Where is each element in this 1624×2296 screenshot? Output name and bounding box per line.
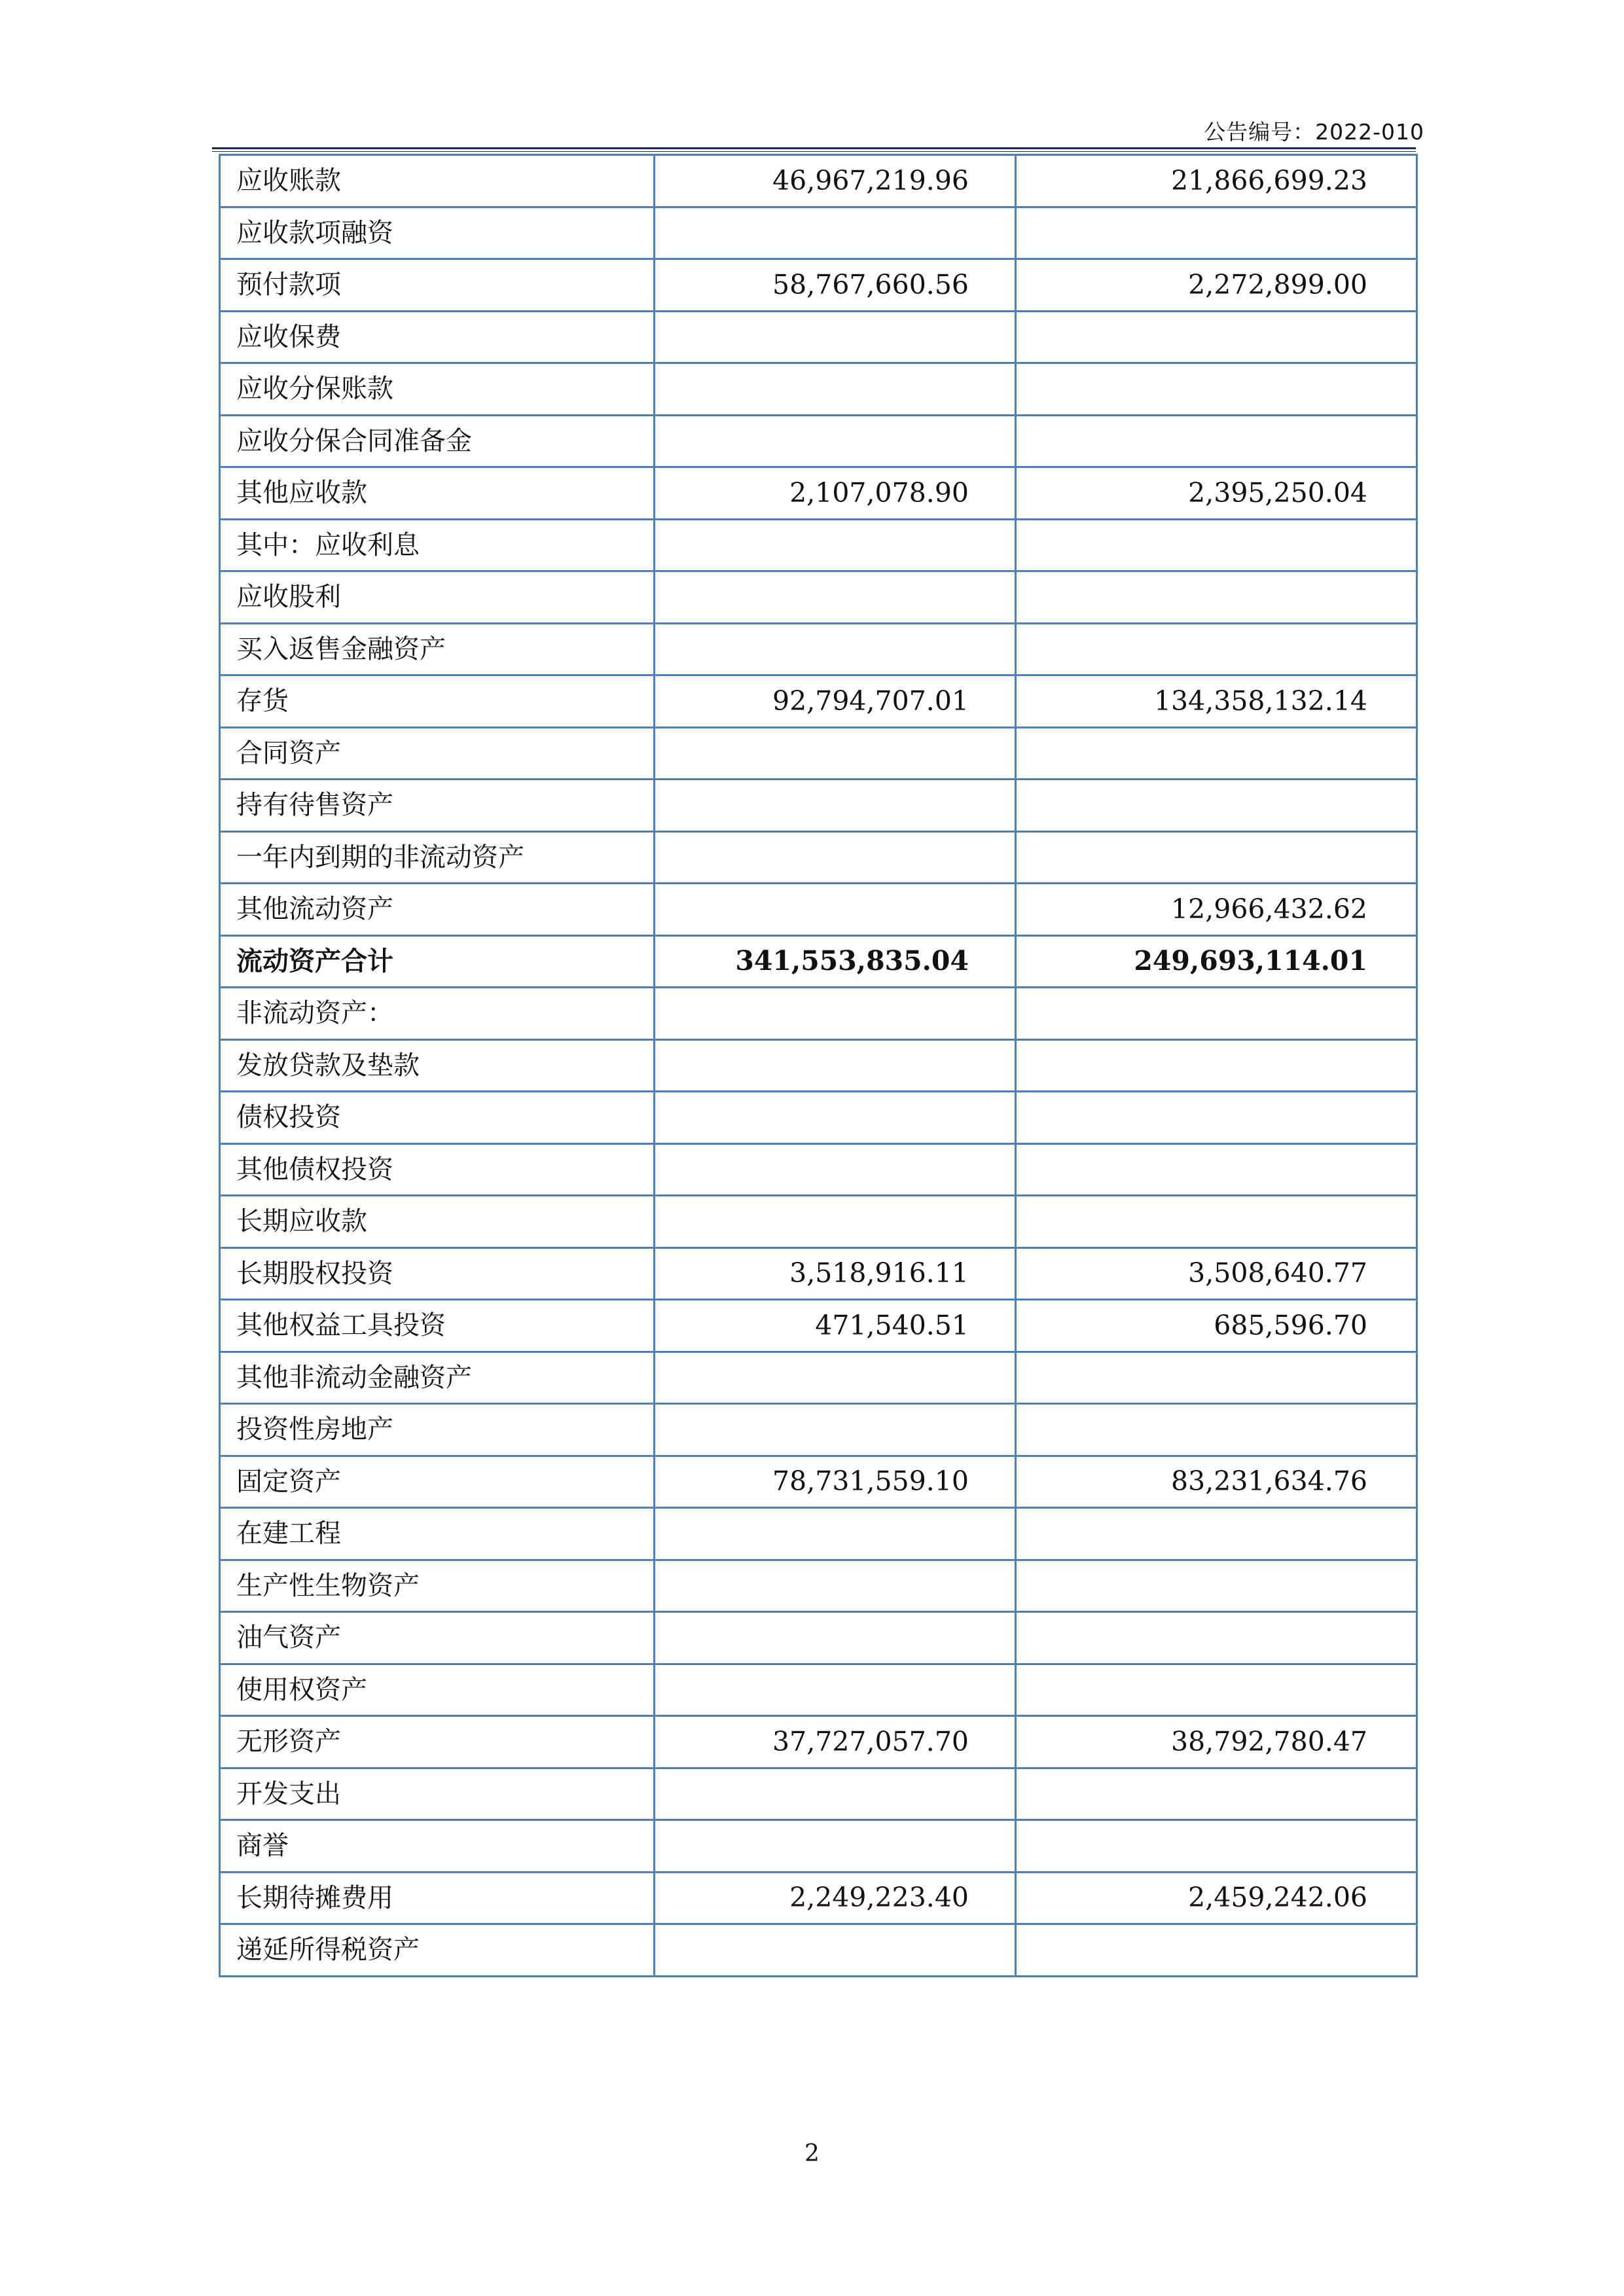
- prior-period-value: [1016, 1820, 1417, 1873]
- prior-period-value: 2,395,250.04: [1016, 467, 1417, 520]
- table-row: [220, 571, 1417, 624]
- prior-period-value: 685,596.70: [1016, 1300, 1417, 1352]
- balance-sheet-table: [219, 154, 1418, 1977]
- table-row: [220, 1300, 1417, 1352]
- current-period-value: [655, 1612, 1016, 1664]
- row-label: 债权投资: [220, 1092, 655, 1144]
- table-row: [220, 1664, 1417, 1716]
- prior-period-value: 38,792,780.47: [1016, 1716, 1417, 1768]
- row-label: 应收分保账款: [220, 363, 655, 416]
- table-row: [220, 207, 1417, 259]
- current-period-value: 2,107,078.90: [655, 467, 1016, 520]
- prior-period-value: 3,508,640.77: [1016, 1247, 1417, 1300]
- table-row: [220, 155, 1417, 207]
- prior-period-value: [1016, 780, 1417, 832]
- current-period-value: [655, 727, 1016, 780]
- current-period-value: [655, 1143, 1016, 1196]
- row-label: 生产性生物资产: [220, 1560, 655, 1612]
- row-label: 持有待售资产: [220, 780, 655, 832]
- header-rule-thin: [212, 151, 1416, 152]
- row-label: 投资性房地产: [220, 1404, 655, 1456]
- prior-period-value: [1016, 831, 1417, 884]
- prior-period-value: [1016, 1092, 1417, 1144]
- current-period-value: [655, 1924, 1016, 1977]
- prior-period-value: [1016, 311, 1417, 363]
- row-label: 买入返售金融资产: [220, 623, 655, 675]
- prior-period-value: [1016, 1039, 1417, 1092]
- prior-period-value: 2,459,242.06: [1016, 1872, 1417, 1924]
- prior-period-value: [1016, 1404, 1417, 1456]
- row-label: 无形资产: [220, 1716, 655, 1768]
- table-row: [220, 1924, 1417, 1977]
- prior-period-value: [1016, 1508, 1417, 1560]
- current-period-value: [655, 1560, 1016, 1612]
- prior-period-value: 12,966,432.62: [1016, 884, 1417, 936]
- prior-period-value: [1016, 571, 1417, 624]
- prior-period-value: [1016, 727, 1417, 780]
- prior-period-value: [1016, 1664, 1417, 1716]
- current-period-value: [655, 988, 1016, 1040]
- current-period-value: [655, 884, 1016, 936]
- row-label: 商誉: [220, 1820, 655, 1873]
- table-row: [220, 780, 1417, 832]
- current-period-value: [655, 1664, 1016, 1716]
- prior-period-value: [1016, 1143, 1417, 1196]
- row-label: 长期股权投资: [220, 1247, 655, 1300]
- current-period-value: 46,967,219.96: [655, 155, 1016, 207]
- table-row: [220, 1352, 1417, 1404]
- prior-period-value: 134,358,132.14: [1016, 675, 1417, 728]
- row-label: 其他权益工具投资: [220, 1300, 655, 1352]
- current-period-value: [655, 519, 1016, 571]
- table-row: [220, 1143, 1417, 1196]
- table-row: [220, 1560, 1417, 1612]
- prior-period-value: [1016, 519, 1417, 571]
- row-label: 流动资产合计: [220, 935, 655, 988]
- notice-number: 公告编号：2022-010: [1204, 119, 1424, 145]
- current-period-value: 471,540.51: [655, 1300, 1016, 1352]
- prior-period-value: [1016, 363, 1417, 416]
- current-period-value: [655, 1092, 1016, 1144]
- current-period-value: 3,518,916.11: [655, 1247, 1016, 1300]
- table-row: [220, 1768, 1417, 1820]
- table-row: [220, 1508, 1417, 1560]
- table-row: [220, 1247, 1417, 1300]
- current-period-value: [655, 1404, 1016, 1456]
- prior-period-value: [1016, 415, 1417, 467]
- current-period-value: [655, 207, 1016, 259]
- row-label: 存货: [220, 675, 655, 728]
- table-row: [220, 467, 1417, 520]
- prior-period-value: [1016, 1196, 1417, 1248]
- prior-period-value: [1016, 623, 1417, 675]
- current-period-value: [655, 831, 1016, 884]
- row-label: 其他流动资产: [220, 884, 655, 936]
- current-period-value: [655, 1820, 1016, 1873]
- prior-period-value: 249,693,114.01: [1016, 935, 1417, 988]
- row-label: 其他非流动金融资产: [220, 1352, 655, 1404]
- prior-period-value: 83,231,634.76: [1016, 1456, 1417, 1508]
- table-row: [220, 415, 1417, 467]
- prior-period-value: 2,272,899.00: [1016, 259, 1417, 312]
- table-row: [220, 1039, 1417, 1092]
- row-label: 长期应收款: [220, 1196, 655, 1248]
- prior-period-value: [1016, 988, 1417, 1040]
- row-label: 油气资产: [220, 1612, 655, 1664]
- table-row: [220, 1456, 1417, 1508]
- table-row: [220, 1092, 1417, 1144]
- current-period-value: 2,249,223.40: [655, 1872, 1016, 1924]
- current-period-value: [655, 1196, 1016, 1248]
- table-row: [220, 1716, 1417, 1768]
- prior-period-value: [1016, 1768, 1417, 1820]
- prior-period-value: [1016, 1352, 1417, 1404]
- table-row: [220, 675, 1417, 728]
- row-label: 合同资产: [220, 727, 655, 780]
- row-label: 一年内到期的非流动资产: [220, 831, 655, 884]
- prior-period-value: [1016, 207, 1417, 259]
- current-period-value: [655, 363, 1016, 416]
- row-label: 开发支出: [220, 1768, 655, 1820]
- row-label: 应收股利: [220, 571, 655, 624]
- row-label: 其他应收款: [220, 467, 655, 520]
- row-label: 发放贷款及垫款: [220, 1039, 655, 1092]
- row-label: 应收款项融资: [220, 207, 655, 259]
- table-row: [220, 1196, 1417, 1248]
- table-row: [220, 259, 1417, 312]
- table-row: [220, 935, 1417, 988]
- row-label: 递延所得税资产: [220, 1924, 655, 1977]
- row-label: 应收账款: [220, 155, 655, 207]
- current-period-value: 341,553,835.04: [655, 935, 1016, 988]
- current-period-value: [655, 1039, 1016, 1092]
- current-period-value: 58,767,660.56: [655, 259, 1016, 312]
- row-label: 使用权资产: [220, 1664, 655, 1716]
- table-row: [220, 519, 1417, 571]
- current-period-value: [655, 1768, 1016, 1820]
- current-period-value: [655, 623, 1016, 675]
- current-period-value: [655, 1352, 1016, 1404]
- row-label: 其他债权投资: [220, 1143, 655, 1196]
- table-row: [220, 623, 1417, 675]
- table-row: [220, 1820, 1417, 1873]
- row-label: 预付款项: [220, 259, 655, 312]
- table-row: [220, 727, 1417, 780]
- row-label: 非流动资产：: [220, 988, 655, 1040]
- row-label: 其中：应收利息: [220, 519, 655, 571]
- row-label: 固定资产: [220, 1456, 655, 1508]
- table-row: [220, 831, 1417, 884]
- prior-period-value: [1016, 1924, 1417, 1977]
- table-row: [220, 988, 1417, 1040]
- prior-period-value: 21,866,699.23: [1016, 155, 1417, 207]
- current-period-value: [655, 1508, 1016, 1560]
- row-label: 在建工程: [220, 1508, 655, 1560]
- prior-period-value: [1016, 1612, 1417, 1664]
- table-row: [220, 363, 1417, 416]
- row-label: 应收分保合同准备金: [220, 415, 655, 467]
- current-period-value: 37,727,057.70: [655, 1716, 1016, 1768]
- current-period-value: [655, 311, 1016, 363]
- table-row: [220, 1404, 1417, 1456]
- table-row: [220, 1612, 1417, 1664]
- table-row: [220, 1872, 1417, 1924]
- page-number: 2: [804, 2140, 820, 2167]
- current-period-value: [655, 780, 1016, 832]
- row-label: 长期待摊费用: [220, 1872, 655, 1924]
- table-row: [220, 311, 1417, 363]
- header-rule: [212, 147, 1416, 149]
- prior-period-value: [1016, 1560, 1417, 1612]
- row-label: 应收保费: [220, 311, 655, 363]
- current-period-value: [655, 415, 1016, 467]
- current-period-value: 78,731,559.10: [655, 1456, 1016, 1508]
- table-row: [220, 884, 1417, 936]
- current-period-value: [655, 571, 1016, 624]
- current-period-value: 92,794,707.01: [655, 675, 1016, 728]
